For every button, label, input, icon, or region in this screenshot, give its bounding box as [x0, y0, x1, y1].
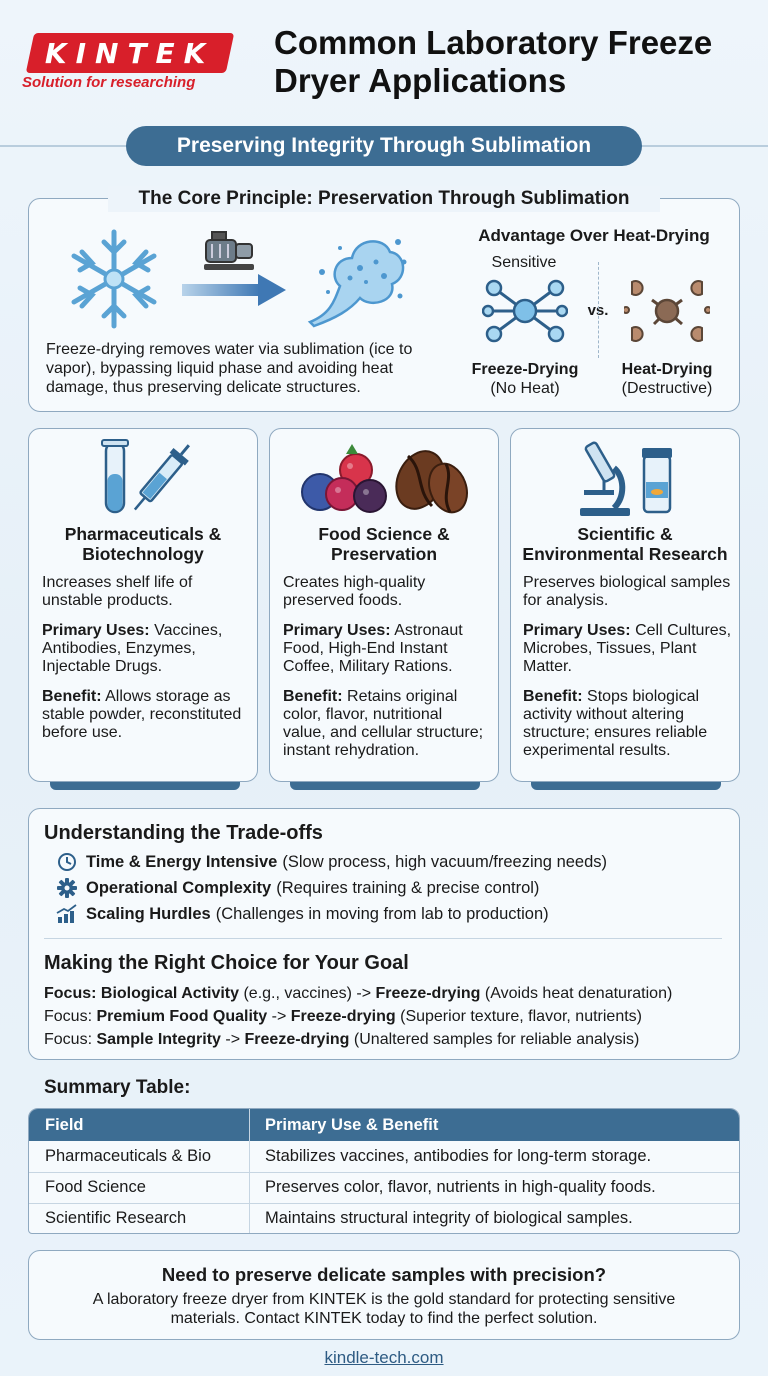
kintek-logo[interactable]: [26, 33, 235, 73]
header: [0, 0, 768, 157]
freeze-drying-label: [464, 360, 586, 398]
table-cell: Preserves color, flavor, nutrients in high-quality foods.: [265, 1178, 656, 1196]
heat-drying-sub: (Destructive): [621, 380, 713, 397]
heat-drying-title: Heat-Drying: [621, 361, 713, 378]
pharma-uses: Primary Uses: Vaccines, Antibodies, Enzymes, Injectable Drugs.: [42, 622, 223, 675]
snowflake-icon: [66, 226, 162, 332]
tradeoff-item: Scaling Hurdles (Challenges in moving from lab to production): [56, 904, 549, 924]
summary-title: Summary Table:: [44, 1077, 191, 1098]
table-column-divider: [249, 1109, 250, 1233]
cta-title: Need to preserve delicate samples with precision?: [161, 1264, 607, 1285]
table-header: [29, 1109, 739, 1141]
freeze-drying-sub: (No Heat): [490, 380, 560, 397]
table-cell: Maintains structural integrity of biological samples.: [265, 1209, 633, 1227]
core-principle-text: Freeze-drying removes water via sublimation (ice to vapor), bypassing liquid phase and avoiding heat damage, thus preserving delicate structures.: [46, 341, 413, 396]
gear-icon: [56, 878, 78, 898]
choice-item: Focus: Biological Activity (e.g., vaccines) -> Freeze-drying (Avoids heat denaturation): [44, 985, 673, 1002]
pharma-intro: Increases shelf life of unstable products.: [42, 574, 193, 609]
research-title: Scientific & Environmental Research: [522, 524, 728, 564]
research-body: [523, 574, 733, 772]
pharma-benefit: Benefit: Allows storage as stable powder, reconstituted before use.: [42, 688, 242, 741]
research-benefit: Benefit: Stops biological activity without altering structure; ensures reliable experimental results.: [523, 688, 708, 759]
food-science-intro: Creates high-quality preserved foods.: [283, 574, 426, 609]
table-cell: Scientific Research: [45, 1209, 187, 1227]
choice-item: Focus: Sample Integrity -> Freeze-drying (Unaltered samples for reliable analysis): [44, 1031, 640, 1048]
choices-title: Making the Right Choice for Your Goal: [44, 952, 409, 974]
advantage-title: Advantage Over Heat-Drying: [478, 226, 710, 245]
vacuum-pump-icon: [202, 226, 258, 274]
summary-table: [28, 1108, 740, 1234]
website-link[interactable]: kindle-tech.com: [324, 1348, 444, 1367]
food-science-benefit: Benefit: Retains original color, flavor, nutritional value, and cellular structure; instant rehydration.: [283, 688, 484, 759]
choice-item: Focus: Premium Food Quality -> Freeze-drying (Superior texture, flavor, nutrients): [44, 1008, 642, 1025]
cta-text: A laboratory freeze dryer from KINTEK is the gold standard for protecting sensitive materials. Contact KINTEK today to find the perfect solution.: [92, 1291, 676, 1327]
table-header-field: Field: [45, 1116, 84, 1134]
core-principle-title: The Core Principle: Preservation Through Sublimation: [108, 186, 660, 212]
broken-molecule-icon: [624, 278, 710, 344]
page-title: Common Laboratory Freeze Dryer Applications: [274, 24, 713, 99]
heat-drying-label: [608, 360, 726, 398]
pharma-title: Pharmaceuticals & Biotechnology: [64, 524, 222, 564]
freeze-drying-title: Freeze-Drying: [471, 361, 579, 378]
sensitive-label: Sensitive: [491, 254, 557, 271]
arrow-right-icon: [180, 270, 290, 310]
advantage-divider: [598, 262, 599, 358]
table-cell: Pharmaceuticals & Bio: [45, 1147, 211, 1165]
research-intro: Preserves biological samples for analysis.: [523, 574, 731, 609]
food-science-title: Food Science & Preservation: [318, 524, 450, 564]
vs-label: vs.: [587, 302, 609, 319]
pharma-body: [42, 574, 246, 754]
clock-icon: [56, 852, 78, 872]
food-science-body: [283, 574, 489, 772]
table-header-use: Primary Use & Benefit: [265, 1116, 439, 1134]
research-uses: Primary Uses: Cell Cultures, Microbes, Tissues, Plant Matter.: [523, 622, 732, 675]
growth-chart-icon: [56, 904, 78, 924]
table-cell: Food Science: [45, 1178, 146, 1196]
vapor-cloud-icon: [300, 222, 410, 334]
table-cell: Stabilizes vaccines, antibodies for long-term storage.: [265, 1147, 652, 1165]
section-divider: [44, 938, 722, 939]
subtitle-banner: Preserving Integrity Through Sublimation: [126, 126, 642, 166]
microscope-vial-icon: [574, 436, 680, 518]
tradeoff-item: Operational Complexity (Requires training & precise control): [56, 878, 539, 898]
tradeoff-item: Time & Energy Intensive (Slow process, high vacuum/freezing needs): [56, 852, 607, 872]
berries-coffee-icon: [298, 440, 470, 516]
logo-tagline: Solution for researching: [22, 74, 196, 91]
tradeoffs-title: Understanding the Trade-offs: [44, 822, 323, 844]
test-tube-syringe-icon: [96, 438, 190, 518]
food-science-uses: Primary Uses: Astronaut Food, High-End Instant Coffee, Military Rations.: [283, 622, 463, 675]
logo-text: KINTEK: [45, 36, 215, 70]
intact-molecule-icon: [482, 278, 568, 344]
